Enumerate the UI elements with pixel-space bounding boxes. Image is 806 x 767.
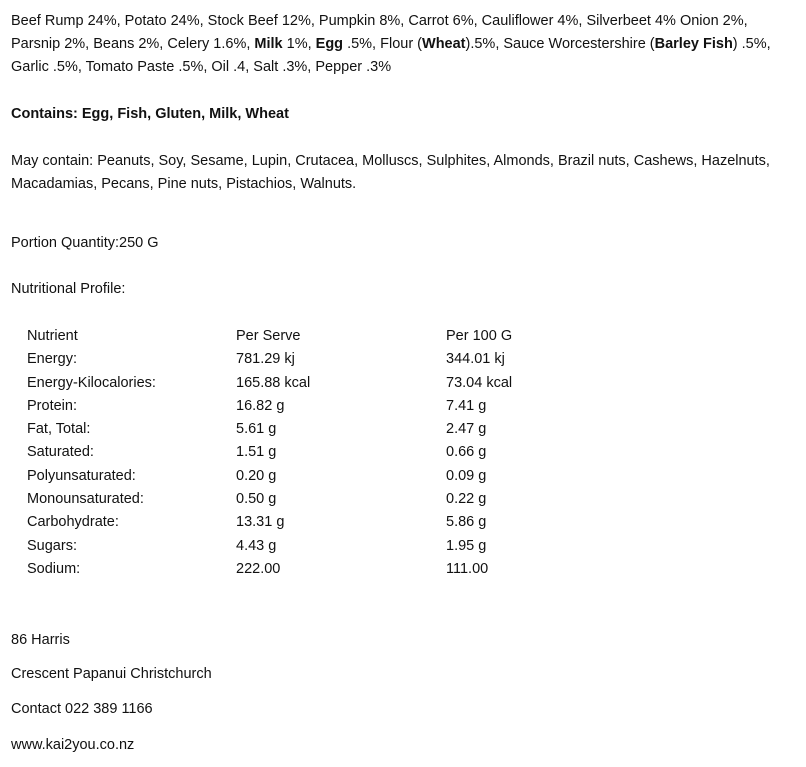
per-100g-value: 344.01 kj	[446, 351, 505, 368]
nutrition-row	[27, 558, 566, 581]
per-serve-value: 4.43 g	[236, 537, 277, 554]
allergen-egg: Egg	[315, 36, 344, 52]
nutrient-name: Protein:	[27, 397, 77, 414]
ingredients-part: 1%,	[282, 36, 316, 52]
per-100g-value: 111.00	[446, 560, 489, 577]
per-100g-value: 5.86 g	[446, 514, 487, 531]
per-100g-value: Per 100 G	[446, 328, 513, 344]
nutrient-name: Energy-Kilocalories:	[27, 374, 156, 391]
per-100g-value: 0.09 g	[446, 467, 487, 484]
per-100g-value: 2.47 g	[446, 421, 487, 438]
nutrient-name: Carbohydrate:	[27, 514, 119, 531]
per-serve-value: Per Serve	[236, 328, 301, 344]
per-100g-value: 0.66 g	[446, 444, 487, 461]
portion-quantity: Portion Quantity:250 G	[11, 235, 159, 251]
nutrition-row	[27, 348, 566, 371]
nutrition-row	[27, 395, 566, 418]
per-serve-value: 5.61 g	[236, 421, 277, 438]
per-serve-value: 16.82 g	[236, 397, 285, 414]
nutrient-name: Nutrient	[27, 328, 78, 344]
nutrition-row	[27, 535, 566, 558]
nutrition-header-row	[27, 325, 566, 348]
nutrition-table	[27, 325, 566, 581]
per-serve-value: 781.29 kj	[236, 351, 295, 368]
nutrient-name: Sugars:	[27, 537, 77, 554]
per-serve-value: 0.20 g	[236, 467, 277, 484]
nutrient-name: Saturated:	[27, 444, 94, 461]
ingredients-part: ) .5%, Garlic .5%, Tomato Paste .5%, Oil .4, Salt .3%, Pepper .3%	[11, 36, 771, 75]
ingredients-part: ).5%, Sauce Worcestershire (	[465, 36, 655, 52]
per-100g-value: 0.22 g	[446, 491, 487, 508]
contact-phone: Contact 022 389 1166	[11, 701, 153, 717]
allergen-milk: Milk	[254, 36, 283, 52]
nutrition-row	[27, 418, 566, 441]
per-100g-value: 7.41 g	[446, 397, 487, 414]
per-100g-value: 1.95 g	[446, 537, 487, 554]
may-contain-allergens: May contain: Peanuts, Soy, Sesame, Lupin, Crutacea, Molluscs, Sulphites, Almonds, Brazil nuts, Cashews, Hazelnuts, Macadamias, Pecans, Pine nuts, Pistachios, Walnuts.	[11, 153, 770, 192]
nutrient-name: Fat, Total:	[27, 421, 91, 438]
website-link[interactable]: www.kai2you.co.nz	[11, 737, 135, 753]
nutrition-row	[27, 511, 566, 534]
per-serve-value: 1.51 g	[236, 444, 277, 461]
nutrition-row	[27, 372, 566, 395]
nutrient-name: Energy:	[27, 351, 77, 368]
address-line-1: 86 Harris	[11, 632, 70, 648]
nutrient-name: Monounsaturated:	[27, 491, 144, 508]
nutrient-name: Polyunsaturated:	[27, 467, 136, 484]
ingredients-part: .5%, Flour (	[343, 36, 423, 52]
nutritional-profile-title: Nutritional Profile:	[11, 281, 126, 297]
allergen-wheat: Wheat	[422, 36, 466, 52]
nutrition-row	[27, 465, 566, 488]
per-100g-value: 73.04 kcal	[446, 374, 513, 391]
per-serve-value: 165.88 kcal	[236, 374, 311, 391]
nutrition-row	[27, 488, 566, 511]
nutrition-row	[27, 441, 566, 464]
ingredients-part: Beef Rump 24%, Potato 24%, Stock Beef 12%, Pumpkin 8%, Carrot 6%, Cauliflower 4%, Silverbeet 4% Onion 2%, Parsnip 2%, Beans 2%, Celery 1.6%,	[11, 13, 748, 52]
ingredients-text	[11, 10, 796, 79]
nutrient-name: Sodium:	[27, 560, 81, 577]
address-line-2: Crescent Papanui Christchurch	[11, 666, 212, 682]
contains-allergens: Contains: Egg, Fish, Gluten, Milk, Wheat	[11, 106, 289, 122]
per-serve-value: 13.31 g	[236, 514, 285, 531]
allergen-barley-fish: Barley Fish	[654, 36, 733, 52]
per-serve-value: 222.00	[236, 560, 281, 577]
per-serve-value: 0.50 g	[236, 491, 277, 508]
